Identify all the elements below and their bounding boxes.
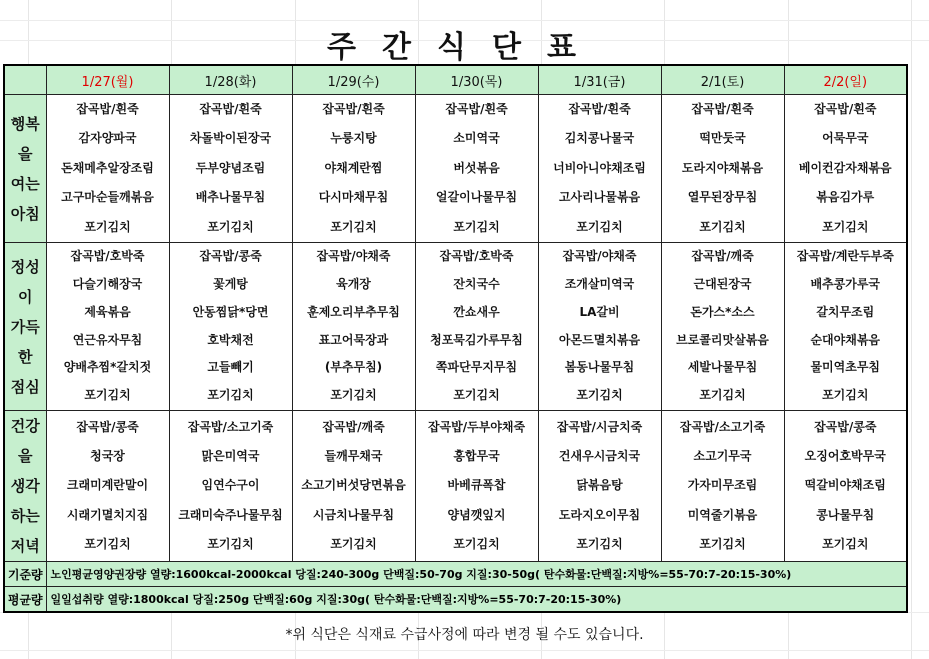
dish-item: 베이컨감자채볶음 [798, 160, 892, 175]
corner-cell [4, 65, 46, 95]
dish-item: 포기김치 [453, 388, 500, 403]
dish-item: 잡곡밥/흰죽 [568, 102, 631, 116]
dish-item: 청국장 [90, 448, 125, 463]
dish-item: 떡만둣국 [699, 131, 746, 146]
dish-item: 양념깻잎지 [447, 507, 506, 522]
meal-row-lunch [4, 243, 907, 411]
menu-cell [169, 411, 292, 562]
dish-item: 잡곡밥/흰죽 [322, 102, 385, 116]
dish-item: 포기김치 [84, 219, 131, 234]
dish-item: 양배추찜*갈치젓 [63, 360, 152, 375]
dish-item: 포기김치 [699, 219, 746, 234]
menu-cell [292, 95, 415, 243]
dish-item: 잡곡밥/흰죽 [199, 102, 262, 116]
menu-cell [538, 243, 661, 411]
dish-item: 오징어호박무국 [804, 448, 886, 463]
dish-item: 얼갈이나물무침 [435, 190, 518, 205]
menu-cell [46, 243, 169, 411]
dish-item: 돈채메추알장조림 [61, 160, 154, 175]
dish-item: 돈가스*소스 [690, 304, 755, 319]
dish-item: 잡곡밥/흰죽 [445, 102, 508, 116]
dish-item: 맑은미역국 [201, 448, 260, 463]
dish-item: 소고기버섯당면볶음 [301, 478, 406, 493]
dish-item: 호박채전 [207, 332, 254, 347]
day-header: 2/2(일) [784, 65, 907, 95]
dish-item: 고사리나물볶음 [558, 190, 641, 205]
dish-item: 열무된장무침 [687, 190, 758, 205]
dish-item: 바베큐폭찹 [447, 478, 506, 493]
dish-item: 표고어묵장과 [318, 332, 389, 347]
dish-item: 누룽지탕 [330, 131, 377, 146]
dish-item: 포기김치 [330, 219, 377, 234]
menu-cell [661, 243, 784, 411]
dish-item: 포기김치 [330, 388, 377, 403]
dish-item: 소고기무국 [693, 448, 752, 463]
dish-item: 배추나물무침 [195, 190, 266, 205]
day-header: 1/29(수) [292, 65, 415, 95]
nutrition-standard-row [4, 562, 907, 587]
dish-item: 잡곡밥/깨죽 [691, 249, 754, 264]
day-header: 1/27(월) [46, 65, 169, 95]
dish-item: 쪽파단무지무침 [435, 360, 518, 375]
day-header: 1/30(목) [415, 65, 538, 95]
dish-item: 훈제오리부추무침 [307, 304, 400, 319]
dish-item: 잡곡밥/흰죽 [76, 102, 139, 116]
dish-item: 크래미숙주나물무침 [178, 507, 283, 522]
dish-item: 시금치나물무침 [312, 507, 395, 522]
dish-item: 잡곡밥/소고기죽 [187, 419, 274, 434]
dish-item: 육개장 [336, 276, 371, 291]
nutrition-standard-label: 기준량 [4, 562, 46, 587]
dish-item: 버섯볶음 [453, 160, 500, 175]
dish-item: 건새우시금치국 [558, 448, 641, 463]
dish-item: 브로콜리맛살볶음 [676, 332, 769, 347]
dish-item: 차돌박이된장국 [189, 131, 272, 146]
dish-item: 크래미계란말이 [66, 478, 149, 493]
day-header: 1/28(화) [169, 65, 292, 95]
dish-item: 미역줄기볶음 [687, 507, 758, 522]
dish-item: 들깨무채국 [324, 448, 383, 463]
dish-item: 포기김치 [84, 388, 131, 403]
menu-cell [784, 243, 907, 411]
dish-item: 도라지오이무침 [558, 507, 641, 522]
day-header: 2/1(토) [661, 65, 784, 95]
dish-item: 잡곡밥/시금치죽 [556, 419, 643, 434]
dish-item: 고구마순들깨볶음 [61, 190, 154, 205]
dish-item: 근대된장국 [693, 276, 752, 291]
dish-item: 포기김치 [576, 219, 623, 234]
dish-item: 봄동나물무침 [564, 360, 635, 375]
dish-item: 소미역국 [453, 131, 500, 146]
dish-item: 콩나물무침 [816, 507, 875, 522]
dish-item: 포기김치 [822, 537, 869, 552]
dish-item: 포기김치 [330, 537, 377, 552]
dish-item: 잡곡밥/흰죽 [691, 102, 754, 116]
day-header-row [4, 65, 907, 95]
dish-item: 잡곡밥/흰죽 [814, 102, 877, 116]
dish-item: 포기김치 [699, 537, 746, 552]
dish-item: 떡갈비야채조림 [804, 478, 886, 493]
dish-item: 잡곡밥/호박죽 [70, 249, 145, 264]
dish-item: 닭볶음탕 [576, 478, 623, 493]
menu-cell [784, 411, 907, 562]
weekly-menu-table [3, 64, 908, 613]
dish-item: 포기김치 [453, 219, 500, 234]
dish-item: 제육볶음 [84, 304, 131, 319]
menu-cell [415, 411, 538, 562]
dish-item: 다슬기해장국 [72, 276, 143, 291]
dish-item: 김치콩나물국 [564, 131, 635, 146]
nutrition-standard-text: 일일섭취량 열량:1800kcal 당질:250g 단백질:60g 지질:30g( 탄수화물:단백질:지방%=55-70:7-20:15-30%) [46, 587, 907, 613]
meal-label: 행복을 여는 아침 [4, 95, 46, 243]
menu-cell [661, 95, 784, 243]
dish-item: 배추콩가루국 [810, 276, 881, 291]
dish-item: 시래기멸치지짐 [66, 507, 149, 522]
menu-cell [415, 243, 538, 411]
dish-item: 포기김치 [453, 537, 500, 552]
dish-item: 홍합무국 [453, 448, 500, 463]
dish-item: 세발나물무침 [687, 360, 758, 375]
dish-item: 깐쇼새우 [453, 304, 500, 319]
menu-cell [538, 95, 661, 243]
dish-item: 감자양파국 [78, 131, 137, 146]
day-header: 1/31(금) [538, 65, 661, 95]
meal-row-breakfast [4, 95, 907, 243]
menu-cell [538, 411, 661, 562]
meal-label: 건강을 생각하는 저녁 [4, 411, 46, 562]
menu-cell [292, 411, 415, 562]
dish-item: 갈치무조림 [816, 304, 875, 319]
nutrition-standard-row [4, 587, 907, 613]
dish-item: 잡곡밥/야채죽 [562, 249, 637, 264]
menu-cell [46, 411, 169, 562]
dish-item: 잡곡밥/호박죽 [439, 249, 514, 264]
dish-item: 조개살미역국 [564, 276, 635, 291]
dish-item: 두부양념조림 [195, 160, 266, 175]
menu-cell [784, 95, 907, 243]
dish-item: 포기김치 [576, 537, 623, 552]
dish-item: 잡곡밥/야채죽 [316, 249, 391, 264]
dish-item: 잡곡밥/콩죽 [199, 249, 262, 264]
nutrition-standard-label: 평균량 [4, 587, 46, 613]
dish-item: 잡곡밥/깨죽 [322, 419, 385, 434]
dish-item: 포기김치 [699, 388, 746, 403]
dish-item: 물미역초무침 [810, 360, 881, 375]
dish-item: 잡곡밥/소고기죽 [679, 419, 766, 434]
dish-item: 잡곡밥/두부야채죽 [427, 419, 526, 434]
dish-item: 포기김치 [207, 537, 254, 552]
dish-item: 아몬드멸치볶음 [558, 332, 641, 347]
dish-item: 임연수구이 [201, 478, 260, 493]
dish-item: 잔치국수 [453, 276, 500, 291]
dish-item: 청포묵김가루무침 [430, 332, 523, 347]
dish-item: 포기김치 [822, 388, 869, 403]
menu-cell [169, 243, 292, 411]
dish-item: (부추무침) [324, 360, 383, 375]
dish-item: 안동찜닭*당면 [192, 304, 269, 319]
menu-cell [46, 95, 169, 243]
menu-cell [292, 243, 415, 411]
page-title: 주간식단표 [327, 30, 602, 65]
dish-item: 연근유자무침 [72, 332, 143, 347]
dish-item: 어묵무국 [822, 131, 869, 146]
dish-item: 잡곡밥/계란두부죽 [796, 249, 894, 264]
dish-item: 볶음김가루 [816, 190, 875, 205]
dish-item: LA갈비 [579, 304, 620, 319]
dish-item: 포기김치 [207, 219, 254, 234]
dish-item: 꽃게탕 [213, 276, 248, 291]
dish-item: 순대야채볶음 [810, 332, 881, 347]
menu-cell [415, 95, 538, 243]
menu-cell [169, 95, 292, 243]
nutrition-standard-text: 노인평균영양권장량 열량:1600kcal-2000kcal 당질:240-300g 단백질:50-70g 지질:30-50g( 탄수화물:단백질:지방%=55-70:7-20:15-30%) [46, 562, 907, 587]
dish-item: 고들빼기 [207, 360, 254, 375]
dish-item: 너비아니야채조림 [553, 160, 646, 175]
dish-item: 포기김치 [84, 537, 131, 552]
dish-item: 야채계란찜 [324, 160, 383, 175]
meal-row-dinner [4, 411, 907, 562]
dish-item: 포기김치 [576, 388, 623, 403]
dish-item: 가자미무조림 [687, 478, 758, 493]
menu-cell [661, 411, 784, 562]
dish-item: 잡곡밥/콩죽 [76, 419, 139, 434]
meal-label: 정성이 가득한 점심 [4, 243, 46, 411]
dish-item: 포기김치 [822, 219, 869, 234]
dish-item: 포기김치 [207, 388, 254, 403]
dish-item: 도라지야채볶음 [681, 160, 764, 175]
footer-note: *위 식단은 식재료 수급사정에 따라 변경 될 수도 있습니다. [285, 627, 644, 643]
dish-item: 다시마채무침 [318, 190, 389, 205]
dish-item: 잡곡밥/콩죽 [814, 419, 877, 434]
